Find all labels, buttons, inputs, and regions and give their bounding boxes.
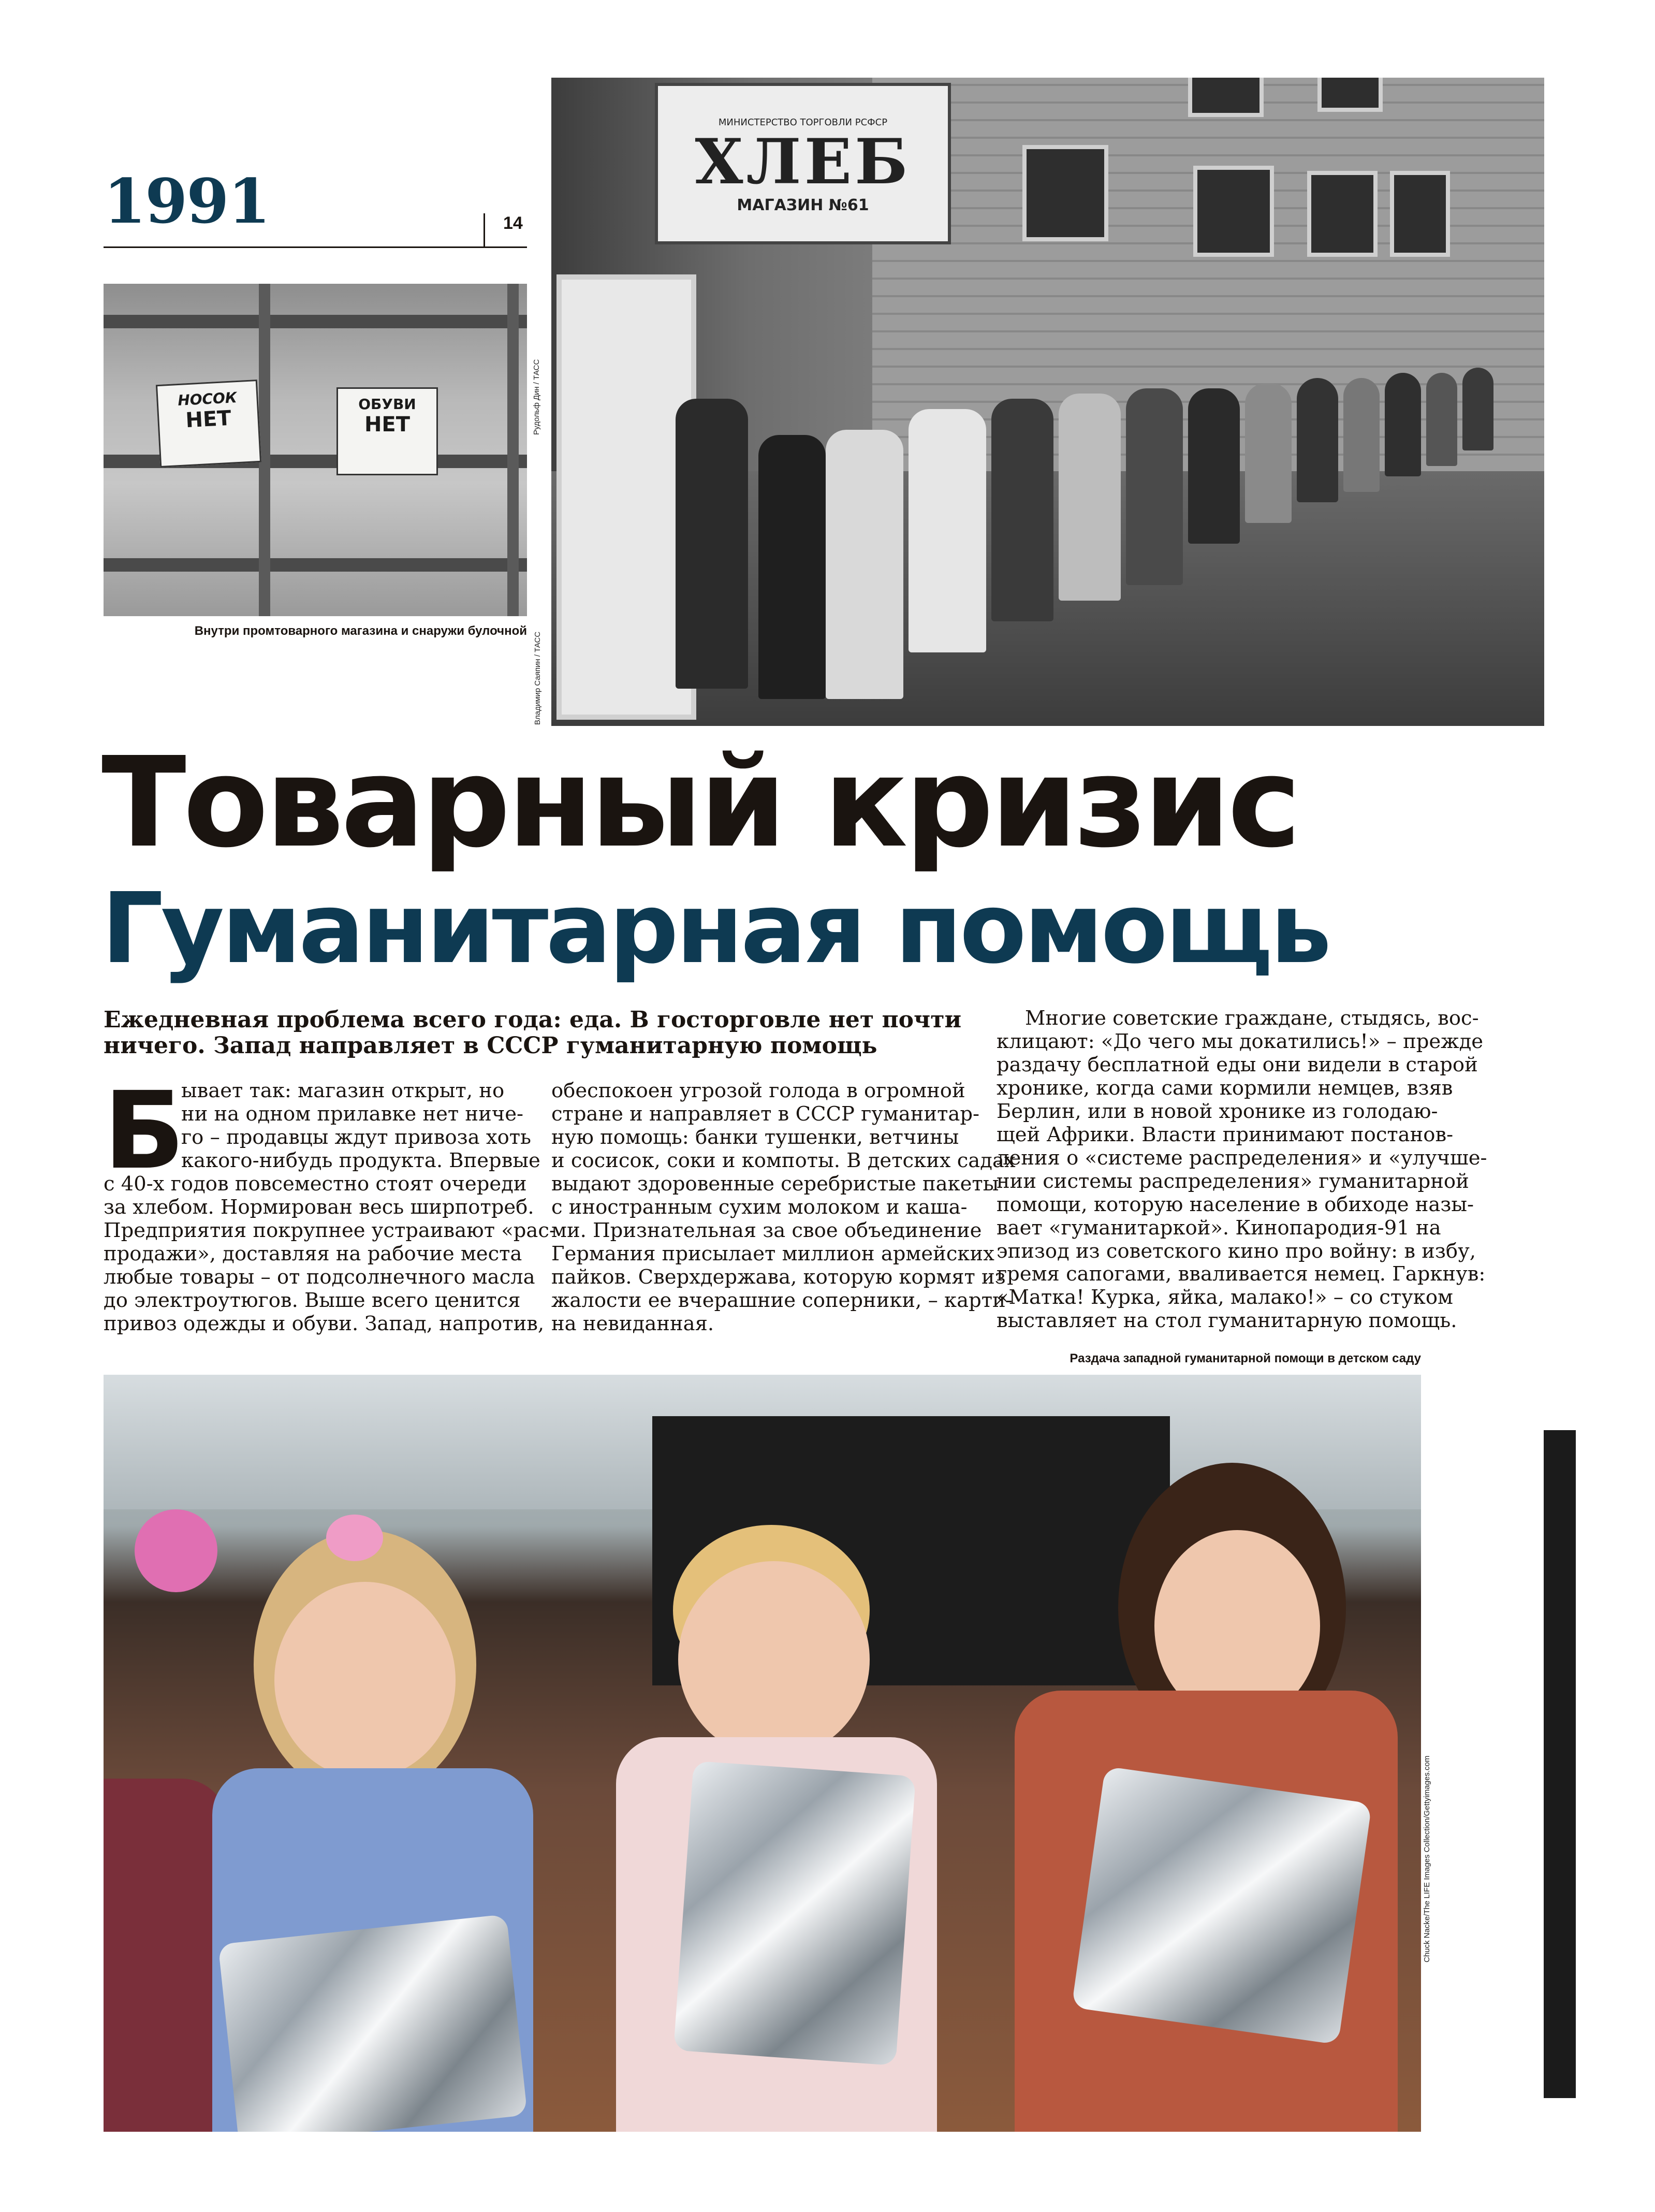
caption-kids-photo: Раздача западной гуманитарной помощи в детском саду [1070, 1351, 1421, 1365]
article-column-3 [997, 1007, 1487, 1333]
article-line: любые товары – от подсолнечного масла [104, 1265, 535, 1289]
bread-shop-sign-ministry: МИНИСТЕРСТВО ТОРГОВЛИ РСФСР [718, 117, 888, 128]
article-line: жалости ее вчерашние соперники, – карти- [551, 1288, 1013, 1312]
article-line: ни на одном прилавке нет ниче- [181, 1102, 524, 1126]
header-divider [484, 213, 485, 248]
article-column-1 [104, 1069, 556, 1335]
sign-no-socks-line2: НЕТ [185, 406, 232, 433]
article-line: щей Африки. Власти принимают постанов- [997, 1123, 1454, 1146]
year-heading: 1991 [104, 165, 270, 237]
lead-line: ничего. Запад направляет в СССР гуманитарную помощь [104, 1032, 877, 1059]
article-line: Германия присылает миллион армейских [551, 1242, 994, 1265]
article-line: какого-нибудь продукта. Впервые [181, 1148, 540, 1172]
article-line: нии системы распределения» гуманитарной [997, 1169, 1469, 1193]
article-line: помощи, которую население в обиходе назы- [997, 1192, 1474, 1216]
photo-credit-big: Владимир Саяпин / ТАСС [533, 631, 542, 725]
article-line: ми. Признательная за свое объединение [551, 1218, 982, 1242]
article-line: стране и направляет в СССР гуманитар- [551, 1102, 980, 1126]
lead-paragraph [104, 1007, 973, 1059]
sign-no-shoes-line1: ОБУВИ [358, 396, 416, 413]
photo-bread-queue [551, 78, 1544, 726]
page-number: 14 [503, 213, 523, 233]
article-line: и сосисок, соки и компоты. В детских садах [551, 1148, 1016, 1172]
article-column-2 [551, 1079, 1016, 1335]
sign-no-socks [156, 380, 261, 468]
article-line: хронике, когда сами кормили немцев, взяв [997, 1076, 1453, 1100]
article-line: Многие советские граждане, стыдясь, вос- [1025, 1007, 1479, 1030]
photo-credit-kids: Chuck Nacke/The LIFE Images Collection/Gettyimages.com [1423, 1755, 1431, 1962]
article-line: вает «гуманитаркой». Кинопародия-91 на [997, 1216, 1441, 1240]
headline-subtitle: Гуманитарная помощь [101, 872, 1329, 985]
page-edge-bar [1544, 1430, 1576, 2098]
article-line: выставляет на стол гуманитарную помощь. [997, 1309, 1457, 1333]
photo-empty-shelves [104, 284, 527, 616]
article-line: Предприятия покрупнее устраивают «рас- [104, 1218, 556, 1242]
article-line: го – продавцы ждут привоза хоть [181, 1125, 532, 1149]
article-line: пайков. Сверхдержава, которую кормят из [551, 1265, 1006, 1289]
article-line: с 40-х годов повсеместно стоят очереди [104, 1172, 527, 1196]
article-line: с иностранным сухим молоком и каша- [551, 1195, 968, 1219]
header-rule [104, 246, 527, 248]
article-line: ную помощь: банки тушенки, ветчины [551, 1125, 959, 1149]
article-line: гремя сапогами, вваливается немец. Гаркнув: [997, 1262, 1486, 1286]
article-line: обеспокоен угрозой голода в огромной [551, 1079, 965, 1102]
photo-credit-small: Рудольф Дин / ТАСС [532, 359, 541, 435]
sign-no-shoes-line2: НЕТ [364, 413, 411, 437]
photo-kindergarten-children [104, 1375, 1421, 2132]
article-line: привоз одежды и обуви. Запад, напротив, [104, 1312, 545, 1335]
sign-no-socks-line1: НОСОК [177, 389, 238, 410]
drop-cap: Б [104, 1069, 185, 1193]
article-line: до электроутюгов. Выше всего ценится [104, 1288, 521, 1312]
bread-shop-sign-title: ХЛЕБ [695, 125, 911, 198]
headline-title: Товарный кризис [101, 730, 1298, 875]
caption-small-photo: Внутри промтоварного магазина и снаружи булочной [194, 624, 527, 638]
article-line: ления о «системе распределения» и «улучше- [997, 1146, 1487, 1170]
bread-shop-sign [655, 83, 951, 244]
article-line: ывает так: магазин открыт, но [181, 1079, 505, 1102]
article-line: за хлебом. Нормирован весь ширпотреб. [104, 1195, 534, 1219]
sign-no-shoes [336, 387, 438, 475]
article-line: на невиданная. [551, 1312, 714, 1335]
article-line: выдают здоровенные серебристые пакеты [551, 1172, 999, 1196]
article-line: «Матка! Курка, яйка, малако!» – со стуком [997, 1286, 1453, 1309]
lead-line: Ежедневная проблема всего года: еда. В госторговле нет почти [104, 1007, 962, 1033]
bread-shop-sign-number: МАГАЗИН №61 [737, 196, 869, 214]
article-line: эпизод из советского кино про войну: в избу, [997, 1239, 1476, 1263]
article-line: клицают: «До чего мы докатились!» – прежде [997, 1029, 1484, 1053]
article-line: Берлин, или в новой хронике из голодаю- [997, 1099, 1438, 1123]
article-line: раздачу бесплатной еды они видели в старой [997, 1053, 1478, 1076]
article-line: продажи», доставляя на рабочие места [104, 1242, 522, 1265]
